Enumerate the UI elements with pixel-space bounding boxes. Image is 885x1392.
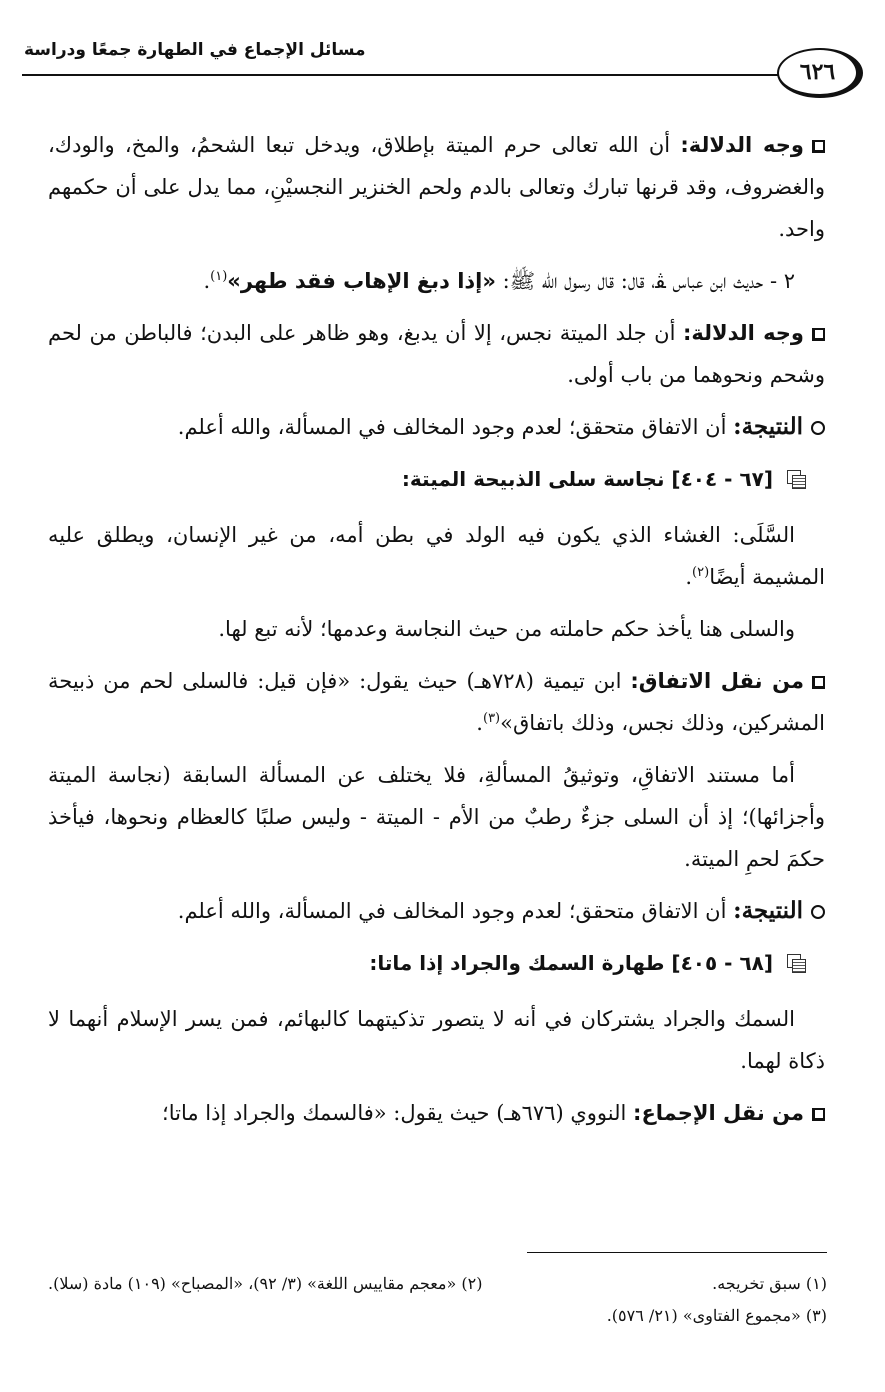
paragraph-text: السمك والجراد يشتركان في أنه لا يتصور تذكيتهما كالبهائم، فمن يسر الإسلام أنهما لا ذكاة لهما. [48,1007,825,1073]
paragraph-hadith [48,260,825,302]
paragraph-label: النتيجة: [733,413,803,440]
heading-text: [٦٨ - ٤٠٥] طهارة السمك والجراد إذا ماتا: [369,951,773,975]
footnotes [48,1268,827,1332]
paragraph-definition [48,514,825,598]
footnote-row [48,1300,827,1332]
paragraph-text: السَّلَى: الغشاء الذي يكون فيه الولد في بطن أمه، من غير الإنسان، ويطلق عليه المشيمة أيضًا [48,523,825,589]
running-title: مسائل الإجماع في الطهارة جمعًا ودراسة [24,40,366,60]
footnote-mark: (١) [210,269,228,284]
paragraph-basis [48,754,825,880]
footnote-2: (٢) «معجم مقاييس اللغة» (٣/ ٩٢)، «المصباح» (١٠٩) مادة (سلا). [48,1274,483,1293]
paragraph-label: من نقل الاتفاق: [630,669,804,693]
paragraph-label: وجه الدلالة: [680,133,804,157]
hadith-quote: «إذا دبغ الإهاب فقد طهر» [227,269,496,293]
paragraph-evidence-2 [48,312,825,396]
square-bullet-icon [812,140,825,153]
header-rule [22,74,793,76]
page-number: ٦٢٦ [799,59,836,85]
footnote-row [48,1268,827,1300]
circle-bullet-icon [811,421,825,435]
section-heading-404 [48,458,825,500]
document-stack-icon [787,470,807,488]
paragraph-text: النووي (٦٧٦هـ) حيث يقول: «فالسمك والجراد إذا ماتا؛ [162,1101,627,1125]
paragraph-result-2 [48,890,825,932]
footnote-rule [527,1252,827,1253]
paragraph-text: والسلى هنا يأخذ حكم حاملته من حيث النجاسة وعدمها؛ لأنه تبع لها. [218,617,795,641]
paragraph-label: من نقل الإجماع: [633,1101,804,1125]
circle-bullet-icon [811,905,825,919]
square-bullet-icon [812,1108,825,1121]
page-body [48,124,825,1144]
footnote-mark: (٣) [482,711,501,726]
footnote-mark: (٢) [692,565,710,580]
section-heading-405 [48,942,825,984]
paragraph-text: أن الله تعالى حرم الميتة بإطلاق، ويدخل تبعا الشحمُ، والمخ، والودك، والغضروف، وقد قرنها تبارك وتعالى بالدم ولحم الخنزير النجسيْنِ، مما يدل على أن حكمهم واحد. [48,133,825,241]
page-number-oval [777,48,863,98]
square-bullet-icon [812,328,825,341]
paragraph-end: . [203,269,211,293]
paragraph-end: . [685,565,693,589]
paragraph-text: أن الاتفاق متحقق؛ لعدم وجود المخالف في المسألة، والله أعلم. [177,415,727,439]
paragraph-text: ابن تيمية (٧٢٨هـ) حيث يقول: «فإن قيل: فالسلى لحم من ذبيحة المشركين، وذلك نجس، وذلك باتفاق» [48,669,825,735]
paragraph-label: وجه الدلالة: [683,321,804,345]
paragraph-text: أن الاتفاق متحقق؛ لعدم وجود المخالف في المسألة، والله أعلم. [177,899,727,923]
heading-text: [٦٧ - ٤٠٤] نجاسة سلى الذبيحة الميتة: [401,467,773,491]
page-header [22,34,863,100]
document-stack-icon [787,954,807,972]
paragraph-consensus-source [48,1092,825,1134]
paragraph-agreement-source [48,660,825,744]
paragraph-ruling [48,608,825,650]
square-bullet-icon [812,676,825,689]
paragraph-label: النتيجة: [733,897,803,924]
paragraph-end: . [476,711,483,735]
paragraph-text: ٢ - حديث ابن عباس ﭭ، قال: قال رسول الله ﷺ: [502,269,795,293]
paragraph-fish-locust [48,998,825,1082]
footnote-1: (١) سبق تخريجه. [712,1274,827,1293]
paragraph-result-1 [48,406,825,448]
paragraph-text: أما مستند الاتفاقِ، وتوثيقُ المسألةِ، فلا يختلف عن المسألة السابقة (نجاسة الميتة وأجزائها)؛ إذ أن السلى جزءٌ رطبٌ من الأم - الميتة - وليس صلبًا كالعظام ونحوها، فيأخذ حكمَ لحمِ الميتة. [48,763,825,871]
footnote-3: (٣) «مجموع الفتاوى» (٢١/ ٥٧٦). [606,1306,827,1325]
paragraph-evidence-1 [48,124,825,250]
paragraph-text: أن جلد الميتة نجس، إلا أن يدبغ، وهو ظاهر على البدن؛ فالباطن من لحم وشحم ونحوهما من باب أولى. [48,321,825,387]
